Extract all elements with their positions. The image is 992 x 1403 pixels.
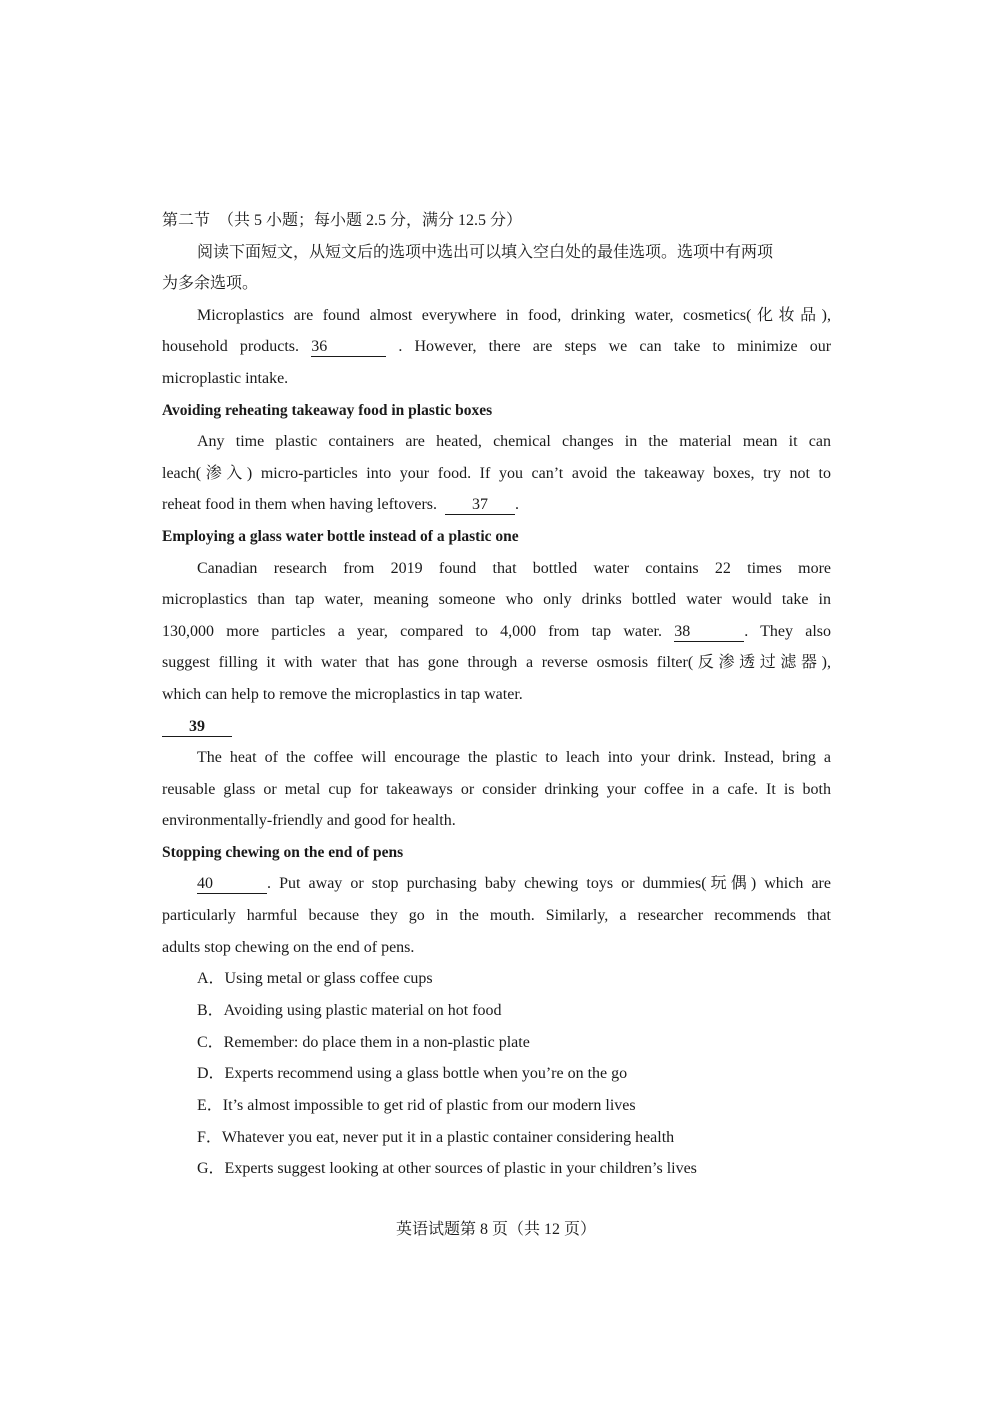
passage-line	[162, 711, 831, 743]
blank-38: 38	[674, 623, 744, 642]
option-a: A．Using metal or glass coffee cups	[197, 970, 433, 988]
passage-line: 130,000 more particles a year, compared to 4,000 from tap water. 38 . They also	[162, 622, 832, 640]
page-footer: 英语试题第 8 页（共 12 页）	[395, 1221, 596, 1238]
passage-line: which can help to remove the microplastics in tap water.	[162, 685, 523, 703]
passage-line: particularly harmful because they go in the mouth. Similarly, a researcher recommends that	[162, 907, 831, 925]
passage-line: Any time plastic containers are heated, chemical changes in the material mean it can	[197, 433, 831, 451]
blank-37: 37	[445, 496, 515, 515]
blank-36: 36	[311, 338, 386, 357]
instruction-line: 阅读下面短文，从短文后的选项中选出可以填入空白处的最佳选项。选项中有两项	[197, 243, 774, 261]
option-c: C．Remember: do place them in a non-plastic plate	[197, 1033, 530, 1051]
section-heading: Stopping chewing on the end of pens	[162, 843, 404, 861]
section-title: 第二节 （共 5 小题；每小题 2.5 分，满分 12.5 分）	[162, 212, 523, 229]
passage-line: environmentally-friendly and good for health.	[162, 812, 456, 830]
passage-line: leach(渗入) micro-particles into your food. If you can’t avoid the takeaway boxes, try not to	[162, 464, 831, 482]
section-heading: Avoiding reheating takeaway food in plastic boxes	[162, 401, 493, 419]
passage-line: 40 . Put away or stop purchasing baby chewing toys or dummies(玩偶) which are	[197, 875, 831, 893]
exam-page	[162, 205, 831, 1185]
passage-line: adults stop chewing on the end of pens.	[162, 938, 415, 956]
option-e: E．It’s almost impossible to get rid of plastic from our modern lives	[197, 1097, 636, 1115]
passage-line: microplastic intake.	[162, 369, 289, 387]
passage-line: suggest filling it with water that has gone through a reverse osmosis filter(反渗透过滤器),	[162, 654, 831, 672]
passage-line: Canadian research from 2019 found that bottled water contains 22 times more	[197, 559, 831, 577]
instruction-line: 为多余选项。	[162, 275, 259, 293]
option-f: F．Whatever you eat, never put it in a plastic container considering health	[197, 1128, 675, 1146]
passage-line: The heat of the coffee will encourage the plastic to leach into your drink. Instead, bring a	[197, 749, 831, 767]
passage-line: Microplastics are found almost everywhere in food, drinking water, cosmetics(化妆品),	[197, 306, 831, 324]
section-heading: Employing a glass water bottle instead of a plastic one	[162, 527, 519, 545]
passage-line: reheat food in them when having leftovers. 37 .	[162, 496, 520, 514]
blank-39: 39	[162, 718, 232, 737]
option-g: G．Experts suggest looking at other sources of plastic in your children’s lives	[197, 1160, 697, 1178]
option-b: B．Avoiding using plastic material on hot food	[197, 1001, 502, 1019]
option-d: D．Experts recommend using a glass bottle when you’re on the go	[197, 1065, 628, 1083]
passage-line: reusable glass or metal cup for takeaways or consider drinking your coffee in a cafe. It is both	[162, 780, 831, 798]
passage-line: microplastics than tap water, meaning someone who only drinks bottled water would take in	[162, 591, 831, 609]
blank-40: 40	[197, 875, 267, 894]
passage-line: household products. 36 . However, there are steps we can take to minimize our	[162, 338, 832, 356]
